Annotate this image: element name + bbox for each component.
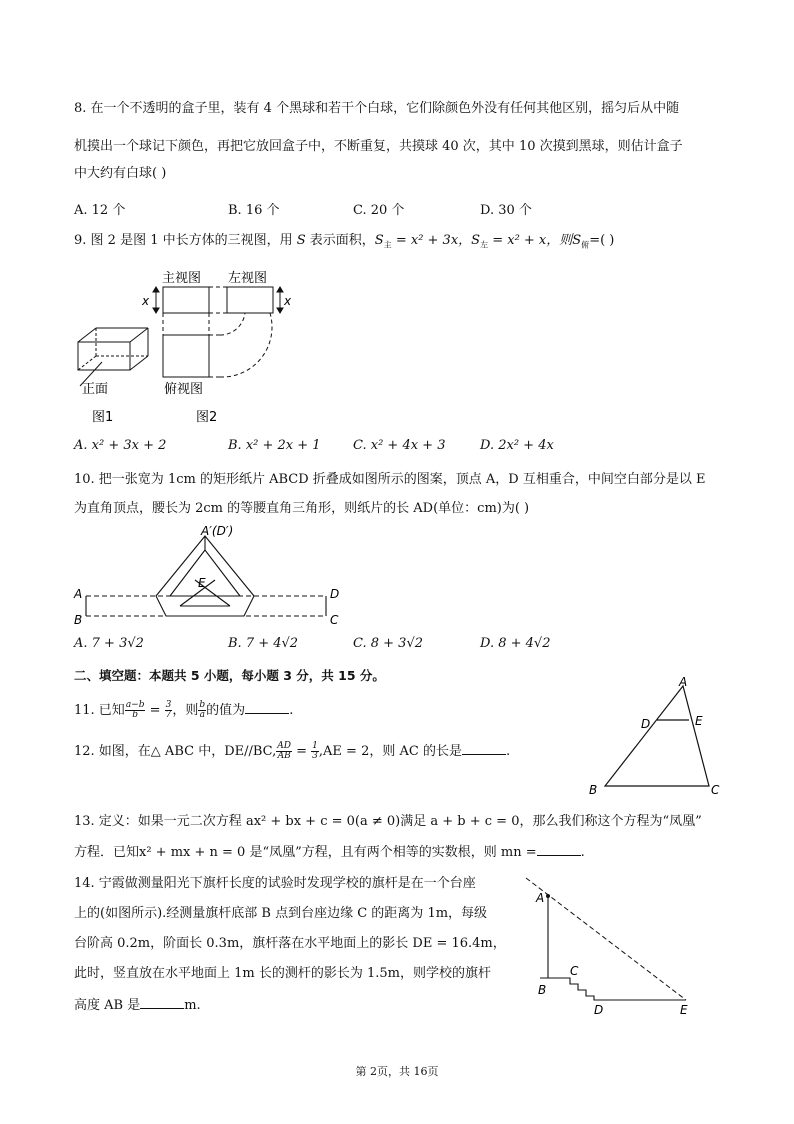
q10-label-top: A′(D′) <box>201 524 234 538</box>
q10-line-1: 10. 把一张宽为 1cm 的矩形纸片 ABCD 折叠成如图所示的图案，顶点 A，D 互相重合，中间空白部分是以 E <box>74 472 706 487</box>
q9-x-label-right: x <box>284 294 292 308</box>
q8-option-c: C. 20 个 <box>353 203 405 218</box>
q12-label-d: D <box>641 717 651 731</box>
q11-stem: 11. 已知 $\frac{a-b}{b}$ = $\frac{3}{7}$ ，则 $\frac{b}{a}$ 的值为 . <box>74 700 294 720</box>
q8-option-a: A. 12 个 <box>74 203 126 218</box>
q14-label-b: B <box>538 983 547 997</box>
q10-option-c: C. 8 + 3√2 <box>353 636 424 651</box>
q10-label-d: D <box>330 587 340 601</box>
q14-figure <box>518 872 708 1022</box>
page-footer: 第 2页，共 16页 <box>355 1065 439 1078</box>
q9-main-view-rect <box>163 287 209 313</box>
q14-point-a <box>546 894 550 898</box>
q9-option-b: B. x² + 2x + 1 <box>228 438 321 453</box>
q12-label-b: B <box>589 783 598 797</box>
q8-option-b: B. 16 个 <box>228 203 280 218</box>
q8-line-2: 机摸出一个球记下颜色，再把它放回盒子中，不断重复，共摸球 40 次，其中 10 次摸到黑球，则估计盒子 <box>74 139 683 154</box>
q12-label-a: A <box>679 675 688 689</box>
q10-line-2: 为直角顶点，腰长为 2cm 的等腰直角三角形，则纸片的长 AD(单位：cm)为( ) <box>74 501 530 516</box>
q9-option-d: D. 2x² + 4x <box>480 438 554 453</box>
q9-front-label: 正面 <box>82 382 109 397</box>
q14-label-a: A <box>536 891 545 905</box>
q14-line-5: 高度 AB 是 m. <box>74 998 201 1013</box>
q10-label-c: C <box>330 613 339 627</box>
q9-option-a: A. x² + 3x + 2 <box>74 438 167 453</box>
q13-answer-blank[interactable] <box>537 843 581 856</box>
q12-stem: 12. 如图，在△ ABC 中，DE//BC, $\frac{AD}{AB}$ = $\frac{1}{3}$ ,AE = 2，则 AC 的长是 . <box>74 741 511 761</box>
q10-label-e: E <box>198 576 206 590</box>
q14-answer-blank[interactable] <box>140 996 184 1009</box>
q10-label-b: B <box>74 613 83 627</box>
q14-label-c: C <box>570 964 579 978</box>
q13-line-1: 13. 定义：如果一元二次方程 ax² + bx + c = 0(a ≠ 0)满足 a + b + c = 0，那么我们称这个方程为“凤凰” <box>74 814 702 829</box>
q8-line-3: 中大约有白球( ) <box>74 166 167 181</box>
q12-figure <box>585 674 725 798</box>
q8-line-1: 8. 在一个不透明的盒子里，装有 4 个黑球和若干个白球，它们除颜色外没有任何其他区别，摇匀后从中随 <box>74 101 680 116</box>
section-2-heading: 二、填空题：本题共 5 小题，每小题 3 分，共 15 分。 <box>74 668 385 683</box>
q9-x-label-left: x <box>142 294 150 308</box>
q10-option-b: B. 7 + 4√2 <box>228 636 299 651</box>
q9-option-c: C. x² + 4x + 3 <box>353 438 446 453</box>
q9-left-view-rect <box>227 287 273 313</box>
q9-stem: 9. 图 2 是图 1 中长方体的三视图，用 S 表示面积，$S_主 = x^2 + 3x$，$S_左 = x^2 + x$，则$S_俯=$( ) <box>74 233 615 250</box>
q14-label-d: D <box>594 1003 604 1017</box>
q12-answer-blank[interactable] <box>462 742 506 755</box>
q9-figure <box>70 262 300 432</box>
q10-figure <box>70 522 360 630</box>
q9-fig1-label: 图1 <box>92 410 114 425</box>
q9-left-view-label: 左视图 <box>228 271 268 286</box>
q14-line-3: 台阶高 0.2m，阶面长 0.3m，旗杆落在水平地面上的影长 DE = 16.4m， <box>74 936 506 951</box>
q12-label-e: E <box>695 714 703 728</box>
q9-main-view-label: 主视图 <box>162 271 202 286</box>
q14-label-e: E <box>680 1003 688 1017</box>
q14-line-2: 上的(如图所示).经测量旗杆底部 B 点到台座边缘 C 的距离为 1m，每级 <box>74 906 488 921</box>
q11-answer-blank[interactable] <box>245 701 289 714</box>
q10-label-a: A <box>74 587 83 601</box>
q9-fig2-label: 图2 <box>196 410 218 425</box>
q9-top-view-rect <box>163 335 209 377</box>
q13-line-2: 方程．已知x² + mx + n = 0 是“凤凰”方程，且有两个相等的实数根，则 mn = . <box>74 845 585 860</box>
q9-cuboid <box>78 328 148 386</box>
q8-option-d: D. 30 个 <box>480 203 532 218</box>
q10-option-a: A. 7 + 3√2 <box>74 636 144 651</box>
q14-line-4: 此时，竖直放在水平地面上 1m 长的测杆的影长为 1.5m，则学校的旗杆 <box>74 966 491 981</box>
q12-label-c: C <box>711 783 720 797</box>
q9-top-view-label: 俯视图 <box>164 382 204 397</box>
q14-line-1: 14. 宁霞做测量阳光下旗杆长度的试验时发现学校的旗杆是在一个台座 <box>74 876 476 891</box>
q10-option-d: D. 8 + 4√2 <box>480 636 551 651</box>
